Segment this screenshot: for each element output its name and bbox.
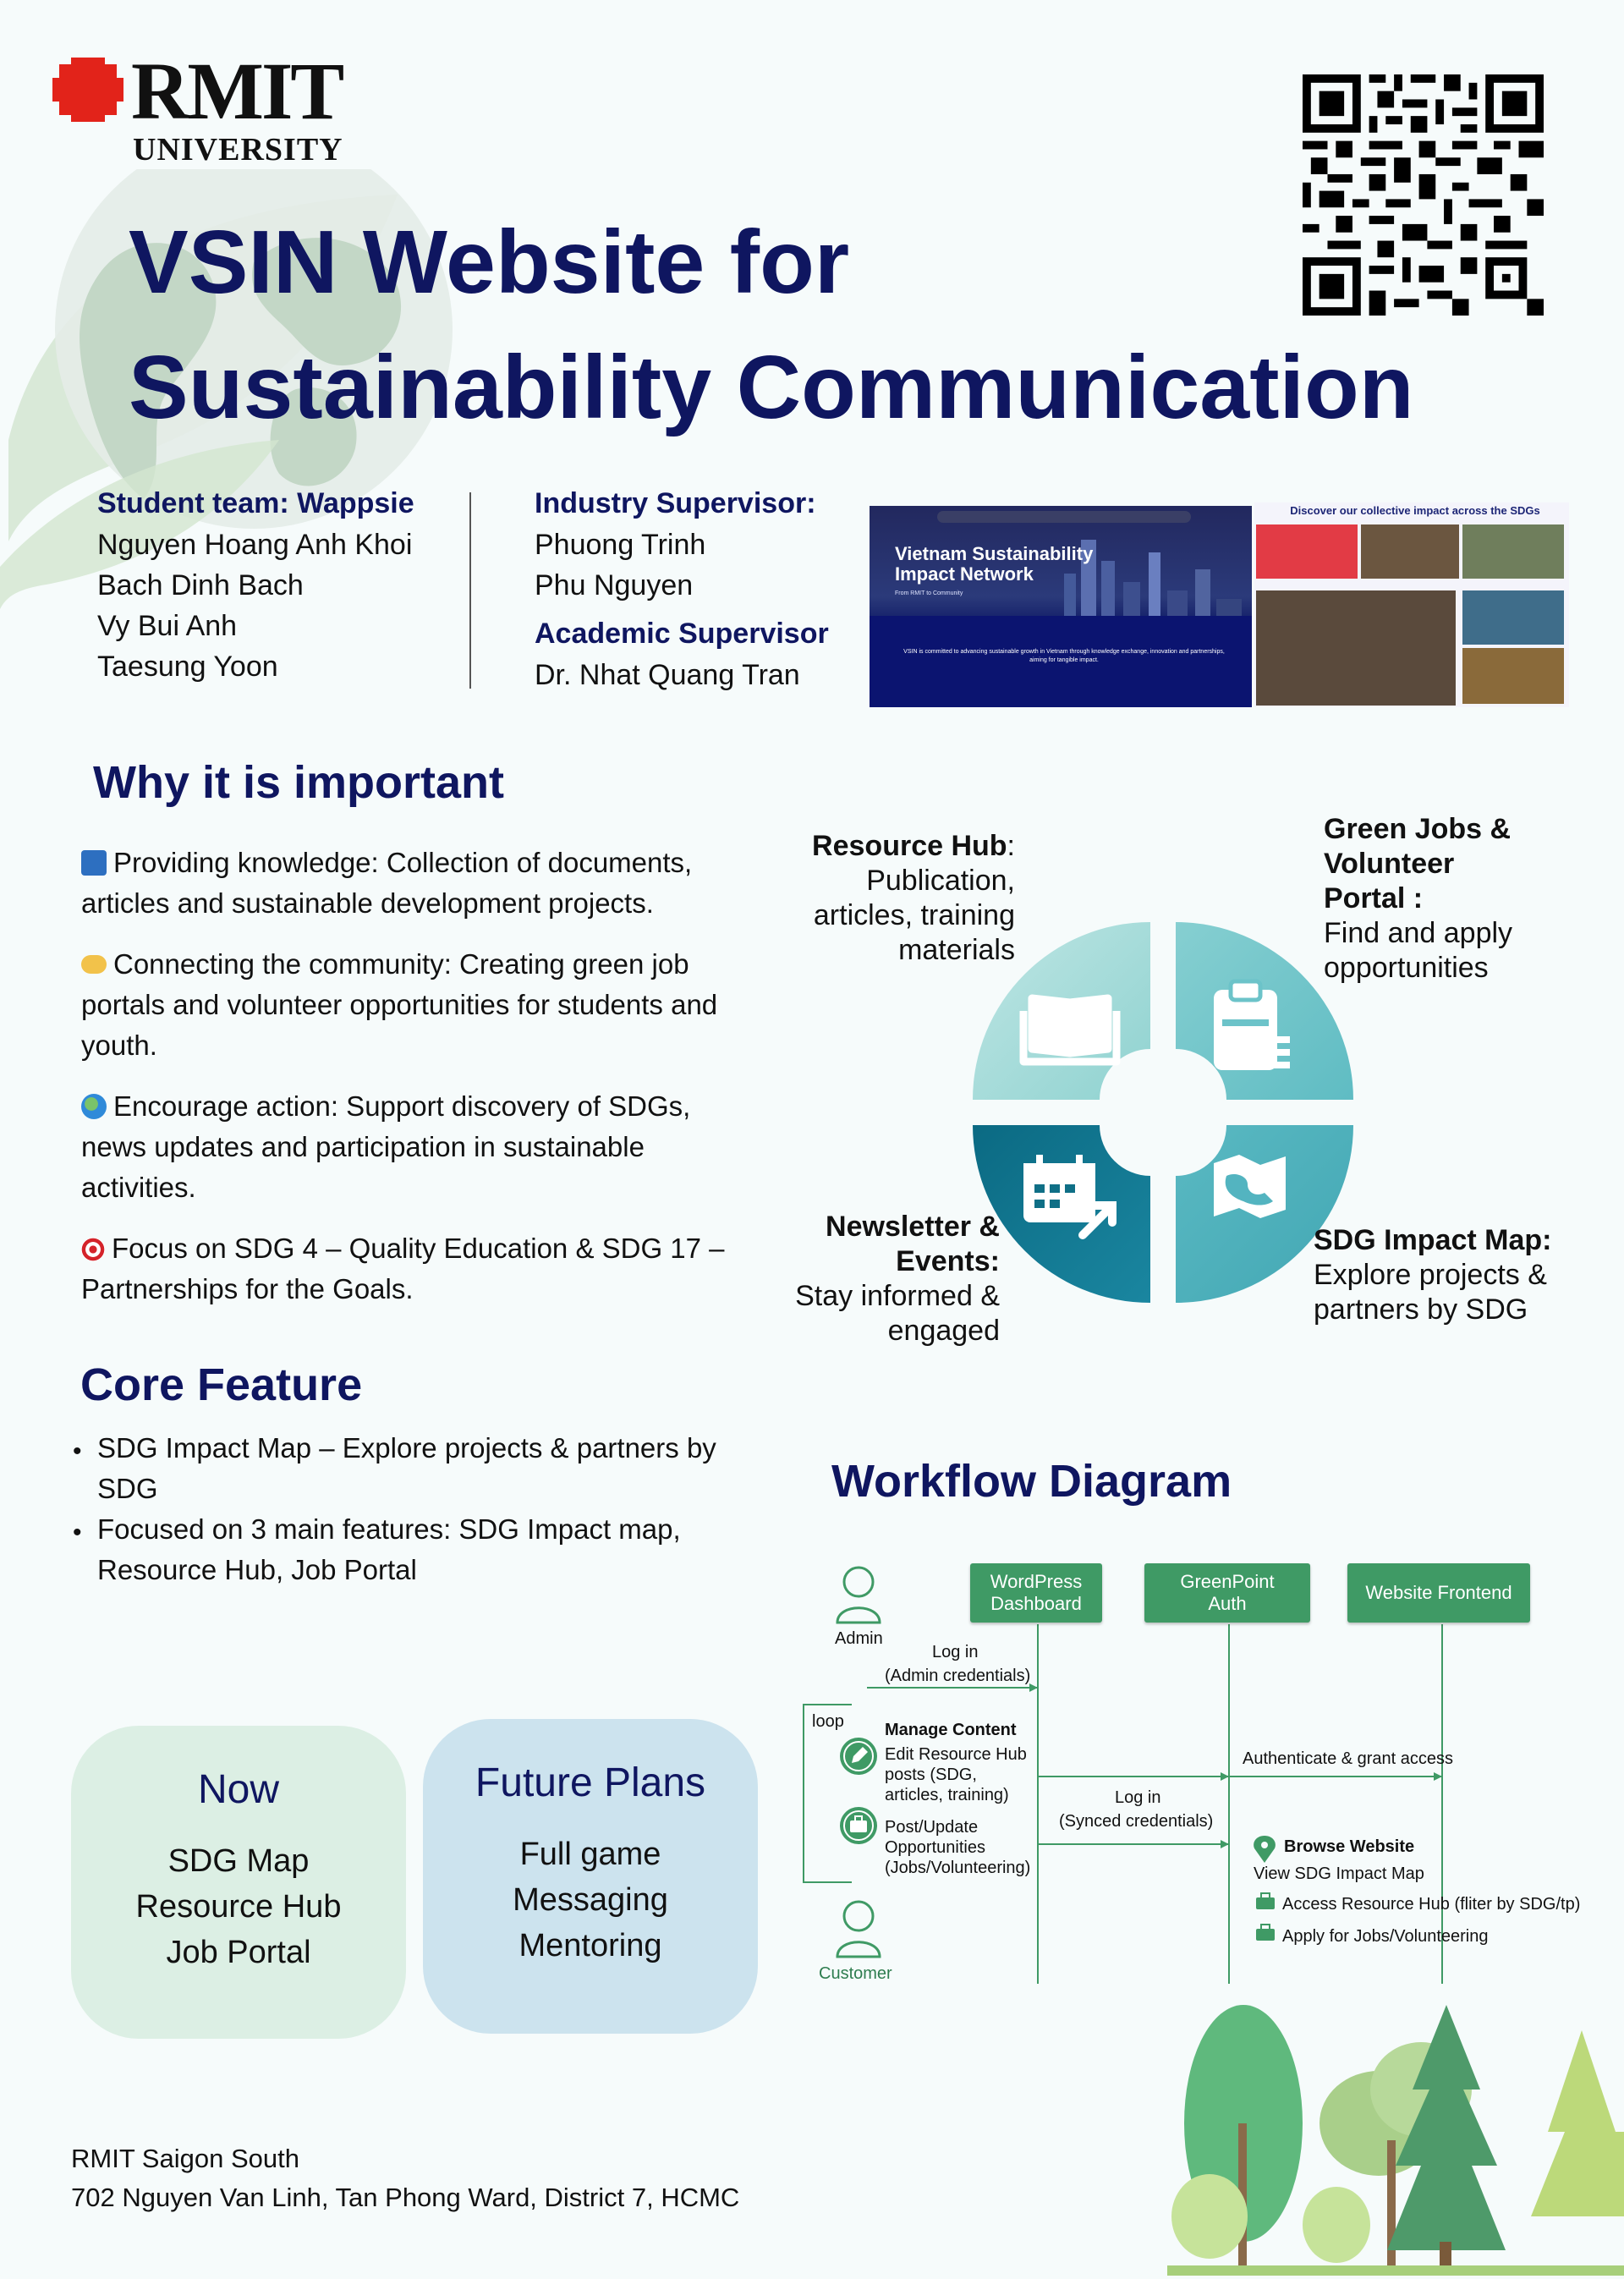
future-item: Full game [519, 1837, 661, 1872]
address-line-2: 702 Nguyen Van Linh, Tan Phong Ward, District 7, HCMC [71, 2183, 740, 2212]
lane-frontend: Website Frontend [1347, 1563, 1530, 1623]
admin-login-label: Log in [932, 1643, 979, 1661]
logo-subtitle: UNIVERSITY [133, 132, 343, 167]
feature-map-label: SDG Impact Map: Explore projects & partners by SDG [1314, 1224, 1552, 1326]
qr-code-icon[interactable] [1303, 74, 1544, 316]
edit-resource-label: Edit Resource Hub posts (SDG, articles, training) [885, 1745, 1027, 1804]
synced-login-label: Log in [1115, 1788, 1161, 1807]
website-screenshot-sdg [1254, 502, 1569, 707]
admin-login-detail: (Admin credentials) [885, 1667, 1031, 1685]
workflow-heading: Workflow Diagram [831, 1456, 1232, 1507]
now-box [71, 1726, 406, 2039]
handshake-emoji-icon [81, 955, 107, 974]
academic-supervisor-label: Academic Supervisor [535, 618, 829, 650]
core-item: SDG Impact Map – Explore projects & partners by SDG [97, 1432, 716, 1504]
hero-subtitle: From RMIT to Community [895, 590, 963, 596]
hero-heading: Vietnam Sustainability Impact Network [895, 543, 1094, 585]
website-screenshot-hero [870, 506, 1252, 707]
academic-supervisor-name: Dr. Nhat Quang Tran [535, 659, 800, 691]
page-title-line-1: VSIN Website for [129, 212, 850, 312]
authenticate-label: Authenticate & grant access [1243, 1749, 1454, 1768]
feature-news-label: Newsletter & Events: Stay informed & engaged [795, 1211, 1000, 1347]
why-item: Encourage action: Support discovery of SDGs, news updates and participation in sustainable activities. [81, 1090, 691, 1203]
customer-label: Customer [819, 1964, 892, 1983]
synced-login-detail: (Synced credentials) [1059, 1812, 1214, 1831]
map-pin-icon [1254, 1836, 1276, 1863]
team-member: Nguyen Hoang Anh Khoi [97, 529, 413, 561]
admin-label: Admin [835, 1629, 883, 1648]
future-item: Messaging [513, 1882, 668, 1918]
industry-supervisor-label: Industry Supervisor: [535, 487, 816, 519]
why-heading: Why it is important [93, 757, 504, 808]
feature-wheel-diagram [968, 918, 1358, 1307]
access-resource-label: Access Resource Hub (fliter by SDG/tp) [1282, 1895, 1581, 1914]
apply-briefcase-icon [1256, 1925, 1275, 1941]
future-title: Future Plans [475, 1760, 706, 1805]
team-divider [469, 492, 471, 689]
trees-decoration [1167, 1996, 1624, 2276]
sdg-heading: Discover our collective impact across the SDGs [1290, 504, 1540, 517]
why-item: Providing knowledge: Collection of documents, articles and sustainable development projects. [81, 847, 693, 919]
why-item: Focus on SDG 4 – Quality Education & SDG 17 – Partnerships for the Goals. [81, 1233, 725, 1304]
apply-jobs-label: Apply for Jobs/Volunteering [1282, 1927, 1489, 1946]
loop-label: loop [812, 1712, 844, 1731]
future-plans-box [423, 1719, 758, 2034]
book-emoji-icon [81, 850, 107, 876]
now-item: Job Portal [166, 1935, 311, 1970]
now-item: Resource Hub [135, 1889, 342, 1925]
core-item: Focused on 3 main features: SDG Impact map, Resource Hub, Job Portal [97, 1513, 681, 1585]
map-icon [1214, 1155, 1286, 1218]
team-member: Taesung Yoon [97, 651, 278, 683]
why-item: Connecting the community: Creating green job portals and volunteer opportunities for students and youth. [81, 948, 718, 1061]
core-feature-heading: Core Feature [80, 1359, 363, 1410]
book-icon [1023, 998, 1116, 1062]
admin-actor-icon [837, 1568, 880, 1623]
resource-briefcase-icon [1256, 1893, 1275, 1909]
post-opportunities-label: Post/Update Opportunities (Jobs/Volunteering) [885, 1818, 1031, 1877]
industry-supervisor-name: Phu Nguyen [535, 569, 694, 601]
now-title: Now [197, 1767, 280, 1812]
feature-resource-label: Resource Hub: Publication, articles, training materials [812, 830, 1015, 966]
future-item: Mentoring [518, 1928, 662, 1963]
view-sdg-map-label: View SDG Impact Map [1254, 1864, 1424, 1883]
team-member: Vy Bui Anh [97, 610, 238, 642]
rmit-pixel-logo-icon [52, 58, 123, 122]
feature-jobs-label: Green Jobs & Volunteer Portal : Find and apply opportunities [1324, 813, 1513, 984]
lane-greenpoint: GreenPoint Auth [1144, 1563, 1310, 1623]
globe-emoji-icon [81, 1094, 107, 1119]
industry-supervisor-name: Phuong Trinh [535, 529, 706, 561]
briefcase-step-icon [840, 1807, 877, 1844]
now-item: SDG Map [167, 1843, 310, 1879]
browse-website-label: Browse Website [1284, 1837, 1415, 1856]
hero-body: VSIN is committed to advancing sustainable growth in Vietnam through knowledge exchange, innovation and partnerships, aiming for tangible impact. [903, 649, 1225, 663]
bullet-icon: • [73, 1437, 82, 1465]
student-team-label: Student team: Wappsie [97, 487, 414, 519]
customer-actor-icon [837, 1902, 880, 1957]
logo-wordmark: RMIT [131, 46, 343, 136]
manage-content-label: Manage Content [885, 1721, 1017, 1739]
edit-step-icon [840, 1738, 877, 1775]
target-emoji-icon [81, 1238, 105, 1261]
page-title-line-2: Sustainability Communication [129, 338, 1414, 437]
team-member: Bach Dinh Bach [97, 569, 304, 601]
lane-wordpress: WordPress Dashboard [970, 1563, 1102, 1623]
address-line-1: RMIT Saigon South [71, 2144, 299, 2173]
bullet-icon: • [73, 1518, 82, 1546]
